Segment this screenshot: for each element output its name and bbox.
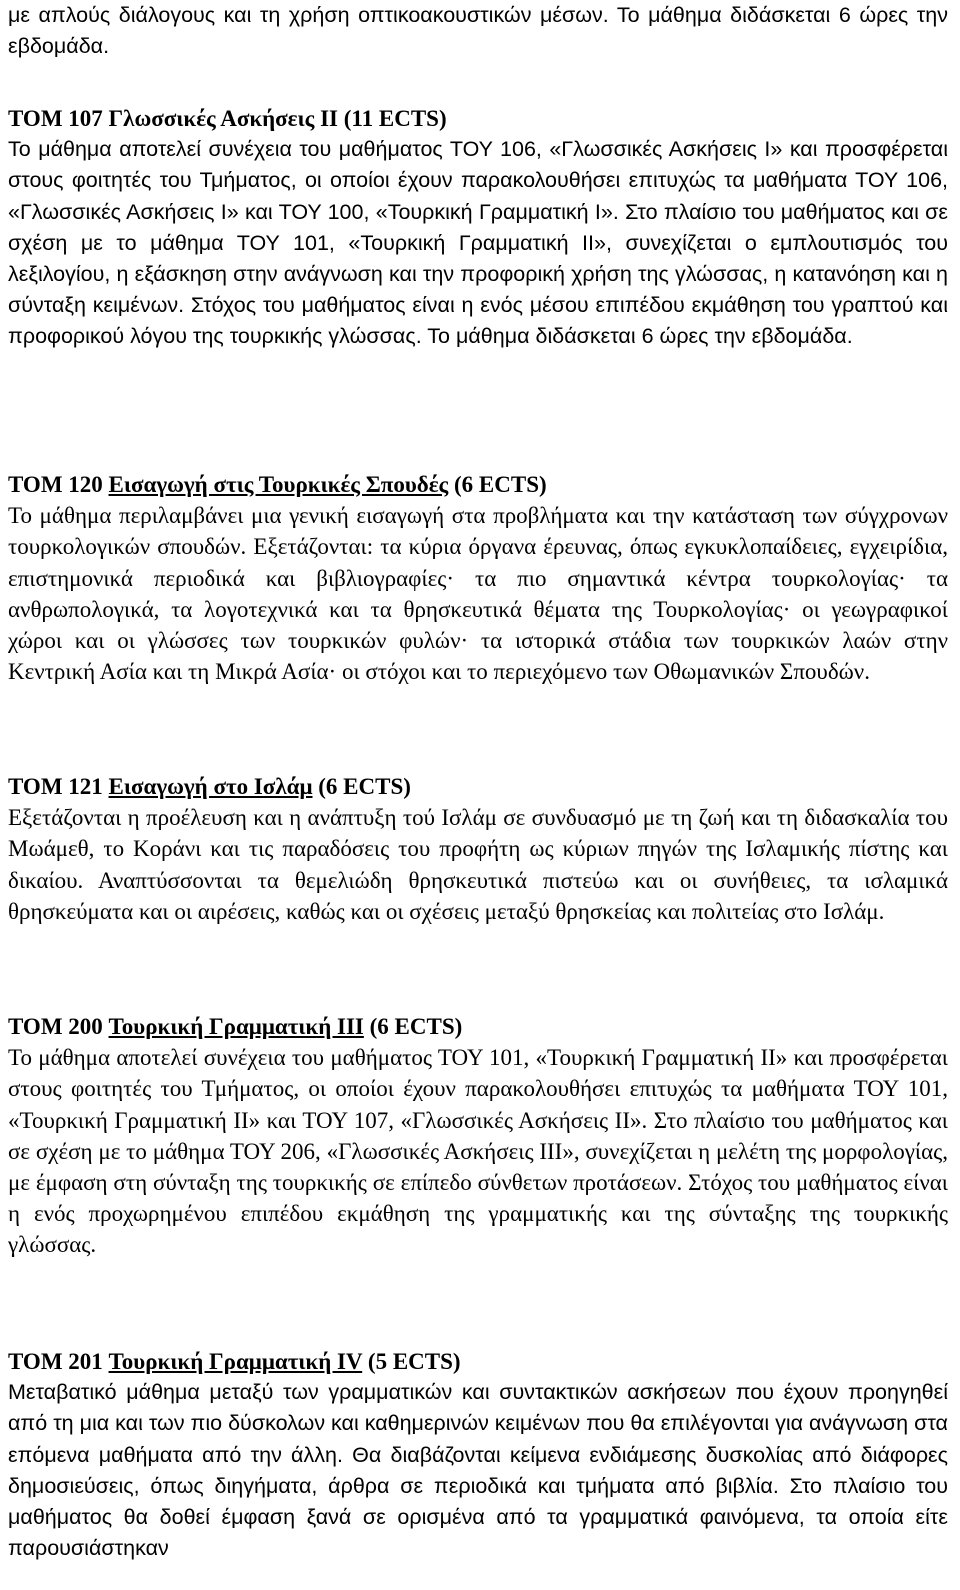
course-title: Εισαγωγή στις Τουρκικές Σπουδές (108, 472, 449, 497)
course-section-tom200 (8, 1011, 948, 1261)
course-title: Τουρκική Γραμματική IV (108, 1349, 363, 1374)
course-section-tom107 (8, 103, 948, 353)
course-section-tom120 (8, 469, 948, 687)
course-description: Μεταβατικό μάθημα μεταξύ των γραμματικών και συντακτικών ασκήσεων που έχουν προηγηθεί από τη μια και των πιο δύσκολων και καθημερινών κειμένων που θα επιλέγονται για ανάγνωση στα επόμενα μαθήματα από την άλλη. Θα διαβάζονται κείμενα ενδιάμεσης δυσκολίας από διάφορες δημοσιεύσεις, όπως διηγήματα, άρθρα σε περιοδικά και τμήματα από βιβλία. Στο πλαίσιο του μαθήματος θα δοθεί έμφαση ξανά σε ορισμένα από τα γραμματικά φαινόμενα, τα οποία είτε παρουσιάστηκαν (8, 1380, 948, 1561)
course-code: TOM 121 (8, 774, 103, 799)
course-credits: (11 ECTS) (343, 106, 447, 131)
course-credits: (6 ECTS) (454, 472, 547, 497)
course-description: Το μάθημα αποτελεί συνέχεια του μαθήματος ΤΟΥ 101, «Τουρκική Γραμματική ΙΙ» και προσφέρεται στους φοιτητές του Τμήματος, οι οποίοι έχουν παρακολουθήσει επιτυχώς τα μαθήματα ΤΟΥ 101, «Τουρκική Γραμματική ΙΙ» και ΤΟΥ 107, «Γλωσσικές Ασκήσεις ΙΙ». Στο πλαίσιο του μαθήματος και σε σχέση με το μάθημα ΤΟΥ 206, «Γλωσσικές Ασκήσεις ΙΙΙ», συνεχίζεται η μελέτη της μορφολογίας, με έμφαση στη σύνταξη της τουρκικής σε επίπεδο σύνθετων προτάσεων. Στόχος του μαθήματος είναι η ενός προχωρημένου επιπέδου εκμάθηση της γραμματικής και της σύνταξης της τουρκικής γλώσσας. (8, 1045, 948, 1258)
course-credits: (6 ECTS) (369, 1014, 463, 1039)
course-title: Τουρκική Γραμματική ΙΙΙ (108, 1014, 364, 1039)
course-code: TOM 200 (8, 1014, 103, 1039)
course-description: Το μάθημα περιλαμβάνει μια γενική εισαγωγή στα προβλήματα και την κατάσταση των σύγχρονων τουρκολογικών σπουδών. Εξετάζονται: τα κύρια όργανα έρευνας, όπως εγκυκλοπαίδειες, εγχειρίδια, επιστημονικά περιοδικά και βιβλιογραφίες· τα πιο σημαντικά κέντρα τουρκολογίας· τα ανθρωπολογικά, τα λογοτεχνικά και τα θρησκευτικά θέματα της Τουρκολογίας· οι γεωγραφικοί χώροι και οι γλώσσες των τουρκικών φυλών· τα ιστορικά στάδια των τουρκικών λαών στην Κεντρική Ασία και τη Μικρά Ασία· οι στόχοι και το περιεχόμενο των Οθωμανικών Σπουδών. (8, 503, 948, 685)
course-title: Γλωσσικές Ασκήσεις ΙΙ (108, 106, 338, 131)
course-heading (8, 1011, 948, 1042)
course-description: Εξετάζονται η προέλευση και η ανάπτυξη τού Ισλάμ σε συνδυασμό με τη ζωή και τη διδασκαλία του Μωάμεθ, το Κοράνι και τις παραδόσεις του προφήτη ως κύριων πηγών της Ισλαμικής πίστης και δικαίου. Αναπτύσσονται τα θεμελιώδη θρησκευτικά πιστεύω και οι συνήθειες, τα ισλαμικά θρησκεύματα και οι αιρέσεις, καθώς και οι σχέσεις μεταξύ θρησκείας και πολιτείας στο Ισλάμ. (8, 805, 948, 924)
course-heading (8, 469, 948, 500)
course-description: Το μάθημα αποτελεί συνέχεια του μαθήματος ΤΟΥ 106, «Γλωσσικές Ασκήσεις Ι» και προσφέρεται στους φοιτητές του Τμήματος, οι οποίοι έχουν παρακολουθήσει επιτυχώς τα μαθήματα ΤΟΥ 106, «Γλωσσικές Ασκήσεις Ι» και ΤΟΥ 100, «Τουρκική Γραμματική Ι». Στο πλαίσιο του μαθήματος και σε σχέση με το μάθημα ΤΟΥ 101, «Τουρκική Γραμματική ΙΙ», συνεχίζεται ο εμπλουτισμός του λεξιλογίου, η εξάσκηση στην ανάγνωση και την προφορική χρήση της γλώσσας, η κατανόηση και η σύνταξη κειμένων. Στόχος του μαθήματος είναι η ενός μέσου επιπέδου εκμάθηση του γραπτού και προφορικού λόγου της τουρκικής γλώσσας. Το μάθημα διδάσκεται 6 ώρες την εβδομάδα. (8, 137, 948, 349)
course-code: TOM 201 (8, 1349, 103, 1374)
course-code: TOM 120 (8, 472, 103, 497)
course-title: Εισαγωγή στο Ισλάμ (108, 774, 313, 799)
course-heading (8, 103, 948, 134)
course-section-tom201 (8, 1346, 948, 1564)
course-heading (8, 1346, 948, 1377)
course-heading (8, 771, 948, 802)
course-credits: (5 ECTS) (367, 1349, 461, 1374)
intro-paragraph: με απλούς διάλογους και τη χρήση οπτικοακουστικών μέσων. Το μάθημα διδάσκεται 6 ώρες την εβδομάδα. (8, 3, 948, 59)
course-code: TOM 107 (8, 106, 103, 131)
course-credits: (6 ECTS) (318, 774, 411, 799)
course-section-tom121 (8, 771, 948, 927)
